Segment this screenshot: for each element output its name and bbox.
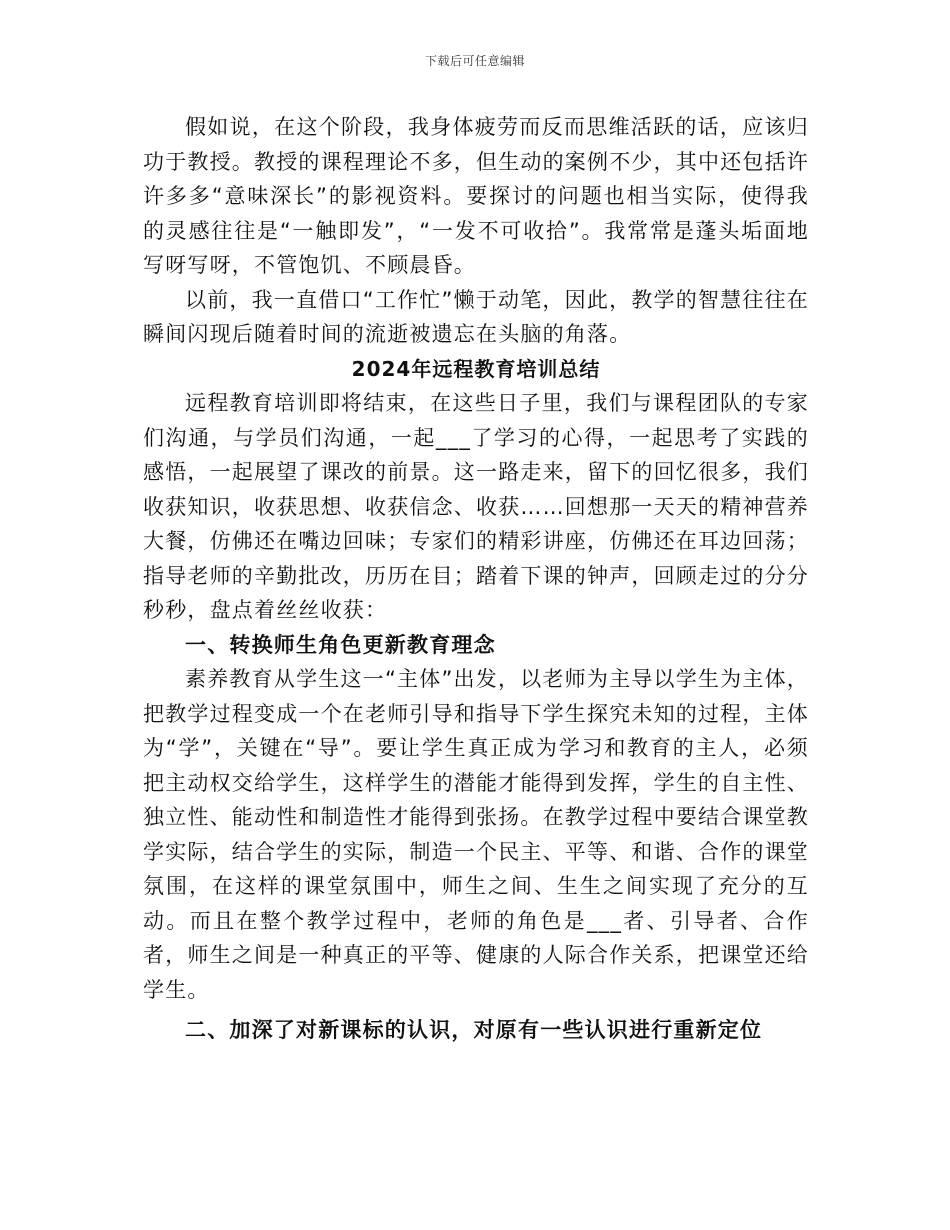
page-header: 下载后可任意编辑 [424, 54, 525, 68]
paragraph-4: 素养教育从学生这一“主体”出发，以老师为主导以学生为主体，把教学过程变成一个在老师引导和指导下学生探究未知的过程，主体为“学”，关键在“导”。要让学生真正成为学习和教育的主人，必须把主动权交给学生，这样学生的潜能才能得到发挥，学生的自主性、独立性、能动性和制造性才能得到张扬。在教学过程中要结合课堂教学实际，结合学生的实际，制造一个民主、平等、和谐、合作的课堂氛围，在这样的课堂氛围中，师生之间、生生之间实现了充分的互动。而且在整个教学过程中，老师的角色是___者、引导者、合作者，师生之间是一种真正的平等、健康的人际合作关系，把课堂还给学生。 [143, 667, 809, 1002]
document-title: 2024年远程教育培训总结 [351, 356, 601, 381]
document-body [143, 110, 809, 1048]
paragraph-2: 以前，我一直借口“工作忙”懒于动笔，因此，教学的智慧往往在瞬间闪现后随着时间的流逝被遗忘在头脑的角落。 [143, 287, 809, 346]
section-heading-2: 二、加深了对新课标的认识，对原有一些认识进行重新定位 [185, 1018, 763, 1042]
paragraph-1: 假如说，在这个阶段，我身体疲劳而反而思维活跃的话，应该归功于教授。教授的课程理论不多，但生动的案例不少，其中还包括许许多多“意味深长”的影视资料。要探讨的问题也相当实际，使得我的灵感往往是“一触即发”，“一发不可收拾”。我常常是蓬头垢面地写呀写呀，不管饱饥、不顾晨昏。 [143, 115, 809, 277]
paragraph-3: 远程教育培训即将结束，在这些日子里，我们与课程团队的专家们沟通，与学员们沟通，一起___了学习的心得，一起思考了实践的感悟，一起展望了课改的前景。这一路走来，留下的回忆很多，我们收获知识，收获思想、收获信念、收获……回想那一天天的精神营养大餐，仿佛还在嘴边回味；专家们的精彩讲座，仿佛还在耳边回荡；指导老师的辛勤批改，历历在目；踏着下课的钟声，回顾走过的分分秒秒，盘点着丝丝收获： [143, 391, 809, 622]
section-heading-1: 一、转换师生角色更新教育理念 [185, 632, 496, 657]
